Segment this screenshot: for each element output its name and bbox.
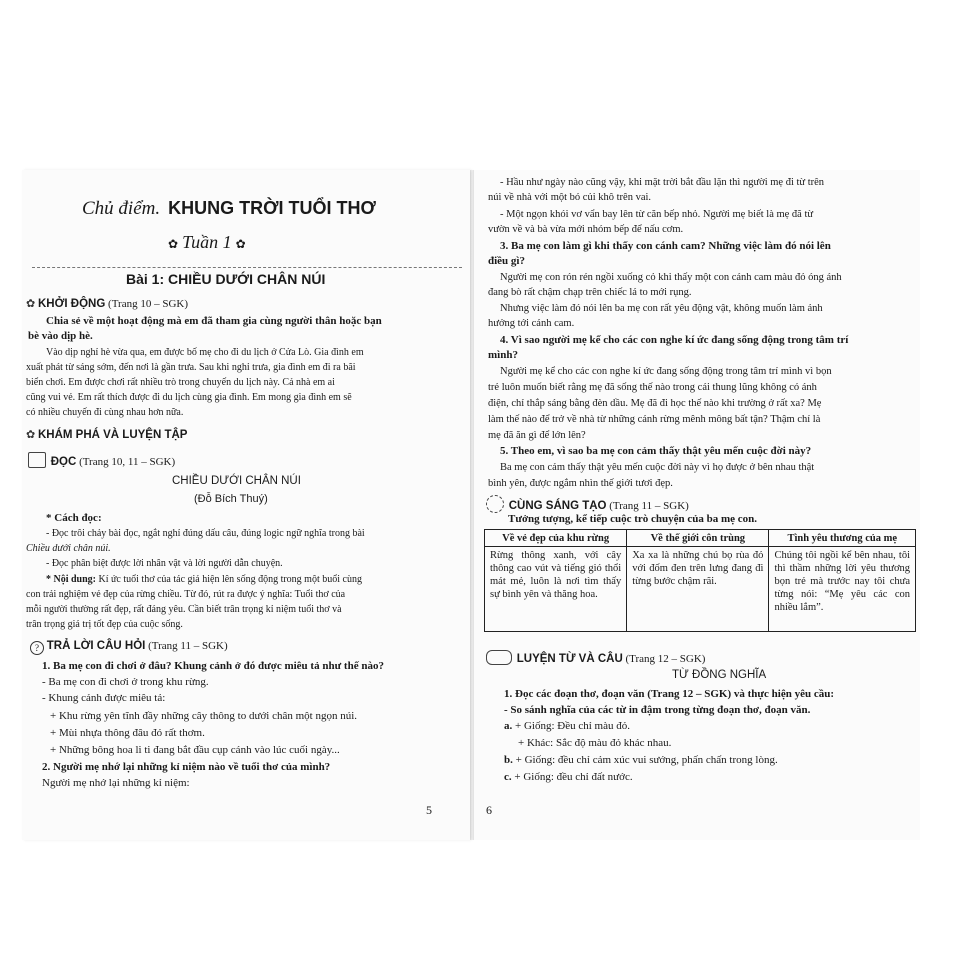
flower-icon: ✿	[26, 429, 36, 441]
chapter-heading	[82, 198, 376, 220]
creative-heading	[486, 495, 689, 513]
answer-a-line: + Khác: Sắc độ màu đỏ khác nhau.	[518, 737, 672, 749]
warmup-body-line: cũng vui vẻ. Em rất thích được đi du lịch cùng gia đình. Em mong gia đình em sẽ	[26, 392, 352, 403]
warmup-body-line: Vào dịp nghỉ hè vừa qua, em được bố mẹ cho đi du lịch ở Cửa Lò. Gia đình em	[46, 347, 364, 358]
question-5: 5. Theo em, vì sao ba mẹ con cảm thấy thật yêu mến cuộc đời này?	[500, 445, 812, 457]
divider	[32, 267, 462, 268]
chapter-prefix: Chủ điểm.	[82, 198, 161, 219]
intro-line: núi về nhà với một bó củi khô trên vai.	[488, 192, 652, 203]
content-line	[46, 573, 362, 586]
answer-line: + Những bông hoa li ti đang bắt đầu cụp cánh vào lúc cuối ngày...	[50, 744, 340, 756]
reading-title: CHIỀU DƯỚI CHÂN NÚI	[172, 475, 301, 487]
answers-heading-label: TRẢ LỜI CÂU HỎI	[46, 640, 146, 652]
page-number: 6	[486, 803, 492, 817]
answer-c	[504, 771, 633, 784]
warmup-prompt: Chia sẻ về một hoạt động mà em đã tham gia cùng người thân hoặc bạn	[46, 315, 382, 327]
question-1: 1. Ba mẹ con đi chơi ở đâu? Khung cảnh ở đó được miêu tả như thế nào?	[42, 660, 384, 672]
answer-line: trẻ luôn muốn biết rằng mẹ đã sống thế nào trong cái thung lũng không có ánh	[488, 382, 817, 393]
warmup-ref: (Trang 10 – SGK)	[108, 298, 188, 310]
answer-line: Ba mẹ con cảm thấy thật yêu mến cuộc đời này vì họ được ở bên nhau thật	[500, 462, 815, 473]
warmup-body-line: xuất phát từ sáng sớm, đến nơi là gần trưa. Sau khi nghỉ trưa, gia đình em đi ra bãi	[26, 362, 356, 373]
answer-c-label: c.	[504, 771, 512, 783]
intro-line: - Một ngọn khói vơ vẩn bay lên từ căn bếp nhỏ. Người mẹ biết là mẹ đã từ	[500, 209, 814, 220]
answer-b	[504, 754, 778, 767]
warmup-body-line: biển chơi. Em được chơi rất nhiều trò trong chuyến du lịch này. Cả nhà em ai	[26, 377, 335, 388]
creative-prompt: Tưởng tượng, kể tiếp cuộc trò chuyện của ba mẹ con.	[508, 513, 758, 525]
right-page	[474, 170, 920, 840]
how-label: * Cách đọc:	[46, 512, 102, 524]
content-first: Kí ức tuổi thơ của tác giả hiện lên sống động trong một buổi cùng	[96, 574, 362, 585]
answer-a-line: + Giống: Đều chỉ màu đỏ.	[515, 720, 630, 732]
answer-c-line: + Giống: đều chỉ đất nước.	[514, 771, 633, 783]
explore-heading	[26, 429, 187, 442]
group-icon	[486, 650, 512, 665]
table-cell: Xa xa là những chú bọ rùa đỏ với đốm đen trên lưng đang đi từng bước chậm rãi.	[627, 547, 769, 632]
answer-line: điện, chỉ thắp sáng bằng đèn dầu. Mẹ đã đi học thế nào khi trường ở rất xa? Mẹ	[488, 398, 822, 409]
reading-heading-label: ĐỌC	[50, 456, 77, 468]
answer-a	[504, 720, 630, 733]
warmup-heading	[26, 298, 188, 311]
warmup-prompt: bè vào dịp hè.	[28, 330, 93, 342]
answer-line: Người mẹ con rón rén ngồi xuống cỏ khi thấy một con cánh cam màu đỏ óng ánh	[500, 272, 842, 283]
table-row	[485, 547, 916, 632]
vocab-subtask: - So sánh nghĩa của các từ in đậm trong từng đoạn thơ, đoạn văn.	[504, 704, 811, 716]
table-cell: Rừng thông xanh, với cây thông cao vút và tiếng gió thổi mát mẻ, luôn là nơi tìm thấy sự bình yên và thăng hoa.	[485, 547, 627, 632]
intro-line: vườn về và bà vừa mới nhóm bếp để nấu cơm.	[488, 224, 684, 235]
vocab-heading	[486, 650, 705, 666]
week-marker	[168, 232, 246, 253]
content-label: * Nội dung:	[46, 574, 97, 585]
answer-line: đang bò rất chậm chạp trên chiếc lá to mới rụng.	[488, 287, 692, 298]
intro-line: - Hầu như ngày nào cũng vậy, khi mặt trời bắt đầu lặn thì người mẹ đi từ trên	[500, 177, 825, 188]
answer-b-label: b.	[504, 754, 513, 766]
answer-line: hưởng tới cánh cam.	[488, 318, 575, 329]
answers-heading	[30, 640, 228, 655]
answer-line: Người mẹ nhớ lại những kỉ niệm:	[42, 777, 190, 789]
warmup-heading-label: KHỞI ĐỘNG	[37, 298, 106, 310]
warmup-body-line: có nhiều chuyến đi cùng nhau hơn nữa.	[26, 407, 184, 418]
flower-icon: ✿	[26, 298, 36, 310]
chapter-title: KHUNG TRỜI TUỔI THƠ	[168, 198, 376, 218]
content-line: mỗi người thường rất đẹp, rất đáng yêu. Cần biết trân trọng kỉ niệm tuổi thơ và	[26, 604, 342, 615]
table-header: Về thế giới côn trùng	[627, 530, 769, 547]
answer-line: Nhưng việc làm đó nói lên ba mẹ con rất yêu động vật, không muốn làm ảnh	[500, 303, 823, 314]
creative-ref: (Trang 11 – SGK)	[609, 500, 689, 512]
answers-ref: (Trang 11 – SGK)	[148, 640, 228, 652]
explore-heading-label: KHÁM PHÁ VÀ LUYỆN TẬP	[37, 429, 188, 441]
answer-b-line: + Giống: đều chỉ cảm xúc vui sướng, phấn chấn trong lòng.	[515, 754, 778, 766]
lesson-title: Bài 1: CHIỀU DƯỚI CHÂN NÚI	[126, 271, 326, 287]
lightbulb-icon	[486, 495, 504, 513]
question-3: điều gì?	[488, 255, 525, 267]
answer-line: Người mẹ kể cho các con nghe kí ức đang sống động trong tâm trí mình vì bọn	[500, 366, 832, 377]
vocab-title: TỪ ĐỒNG NGHĨA	[672, 669, 767, 681]
how-line: Chiều dưới chân núi.	[26, 543, 111, 554]
content-line: trân trọng giá trị tốt đẹp của cuộc sống.	[26, 619, 183, 630]
answer-line: mẹ đã ăn gì để lớn lên?	[488, 430, 586, 441]
left-page	[22, 170, 470, 840]
reading-author: (Đỗ Bích Thuý)	[194, 493, 268, 505]
content-line: con trải nghiệm vẻ đẹp của rừng chiều. Từ đó, rút ra được ý nghĩa: Tuổi thơ của	[26, 589, 346, 600]
answer-line: bình yên, được ngắm nhìn thế giới tươi đẹp.	[488, 478, 673, 489]
question-2: 2. Người mẹ nhớ lại những kỉ niệm nào về tuổi thơ của mình?	[42, 761, 331, 773]
table-header-row	[485, 530, 916, 547]
table-cell: Chúng tôi ngồi kể bên nhau, tôi thì thầm những lời yêu thương bọn trẻ mà trước nay tôi chưa từng nói: “Mẹ yêu các con nhiều lắm”.	[769, 547, 916, 632]
question-4: mình?	[488, 349, 518, 361]
how-line: - Đọc phân biệt được lời nhân vật và lời người dẫn chuyện.	[46, 558, 283, 569]
reading-ref: (Trang 10, 11 – SGK)	[79, 456, 176, 468]
vocab-heading-label: LUYỆN TỪ VÀ CÂU	[516, 653, 623, 665]
reading-heading	[28, 452, 175, 469]
creative-heading-label: CÙNG SÁNG TẠO	[508, 500, 607, 512]
table-header: Tình yêu thương của mẹ	[769, 530, 916, 547]
question-4: 4. Vì sao người mẹ kể cho các con nghe kí ức đang sống động trong tâm trí	[500, 334, 849, 346]
table-header: Về vẻ đẹp của khu rừng	[485, 530, 627, 547]
vocab-ref: (Trang 12 – SGK)	[625, 653, 706, 665]
answer-line: - Khung cảnh được miêu tả:	[42, 692, 166, 704]
creative-table	[484, 529, 916, 632]
question-3: 3. Ba mẹ con làm gì khi thấy con cánh cam? Những việc làm đó nói lên	[500, 240, 831, 252]
answer-line: + Mùi nhựa thông đâu đó rất thơm.	[50, 727, 205, 739]
page-number: 5	[426, 803, 432, 817]
answer-a-label: a.	[504, 720, 513, 732]
book-icon	[28, 452, 46, 468]
answer-line: + Khu rừng yên tĩnh đầy những cây thông to dưới chân một ngọn núi.	[50, 710, 358, 722]
answer-line: làm thế nào để trở về nhà từ những cánh rừng mênh mông bất tận? Thậm chí là	[488, 414, 821, 425]
question-icon: ?	[30, 641, 44, 655]
flower-icon: ✿	[168, 237, 179, 251]
week-label: Tuần 1	[182, 232, 232, 252]
how-line: - Đọc trôi chảy bài đọc, ngắt nghỉ đúng dấu câu, đúng logic ngữ nghĩa trong bài	[46, 528, 365, 539]
flower-icon: ✿	[235, 237, 246, 251]
vocab-task: 1. Đọc các đoạn thơ, đoạn văn (Trang 12 – SGK) và thực hiện yêu cầu:	[504, 688, 834, 700]
answer-line: - Ba mẹ con đi chơi ở trong khu rừng.	[42, 676, 209, 688]
